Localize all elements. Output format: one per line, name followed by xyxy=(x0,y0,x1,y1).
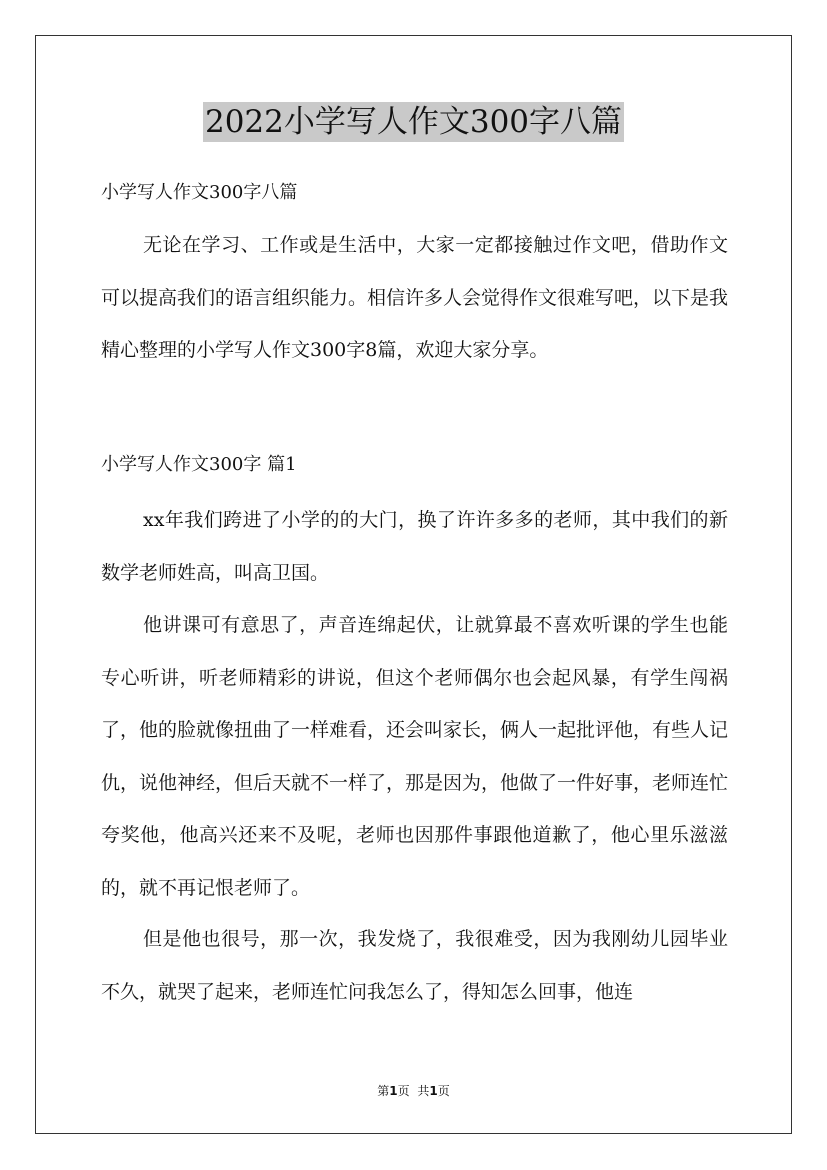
body-paragraph-2: 他讲课可有意思了，声音连绵起伏，让就算最不喜欢听课的学生也能专心听讲，听老师精彩的讲说，但这个老师偶尔也会起风暴，有学生闯祸了，他的脸就像扭曲了一样难看，还会叫家长，俩人一起批评他，有些人记仇，说他神经，但后天就不一样了，那是因为，他做了一件好事，老师连忙夸奖他，他高兴还来不及呢，老师也因那件事跟他道歉了，他心里乐滋滋的，就不再记恨老师了。 xyxy=(101,614,729,899)
footer-page-suffix: 页 xyxy=(397,1084,410,1098)
body-paragraph-1: xx年我们跨进了小学的的大门，换了许许多多的老师，其中我们的新数学老师姓高，叫高卫国。 xyxy=(101,509,728,584)
footer-page-prefix: 第 xyxy=(377,1084,390,1098)
title-container xyxy=(0,102,827,142)
document-title: 2022小学写人作文300字八篇 xyxy=(204,104,623,140)
body-paragraph-3: 但是他也很号，那一次，我发烧了，我很难受，因为我刚幼儿园毕业不久，就哭了起来，老师连忙问我怎么了，得知怎么回事，他连 xyxy=(101,928,728,1003)
section-heading: 小学写人作文300字 篇1 xyxy=(101,454,297,475)
intro-paragraph: 无论在学习、工作或是生活中，大家一定都接触过作文吧，借助作文可以提高我们的语言组织能力。相信许多人会觉得作文很难写吧，以下是我精心整理的小学写人作文300字8篇，欢迎大家分享。 xyxy=(101,234,729,361)
page-footer xyxy=(0,1083,827,1099)
document-subtitle: 小学写人作文300字八篇 xyxy=(101,182,298,203)
footer-page-number: 1 xyxy=(389,1084,398,1098)
footer-total-prefix: 共 xyxy=(417,1084,430,1098)
footer-total-number: 1 xyxy=(429,1084,438,1098)
footer-total-suffix: 页 xyxy=(437,1084,450,1098)
